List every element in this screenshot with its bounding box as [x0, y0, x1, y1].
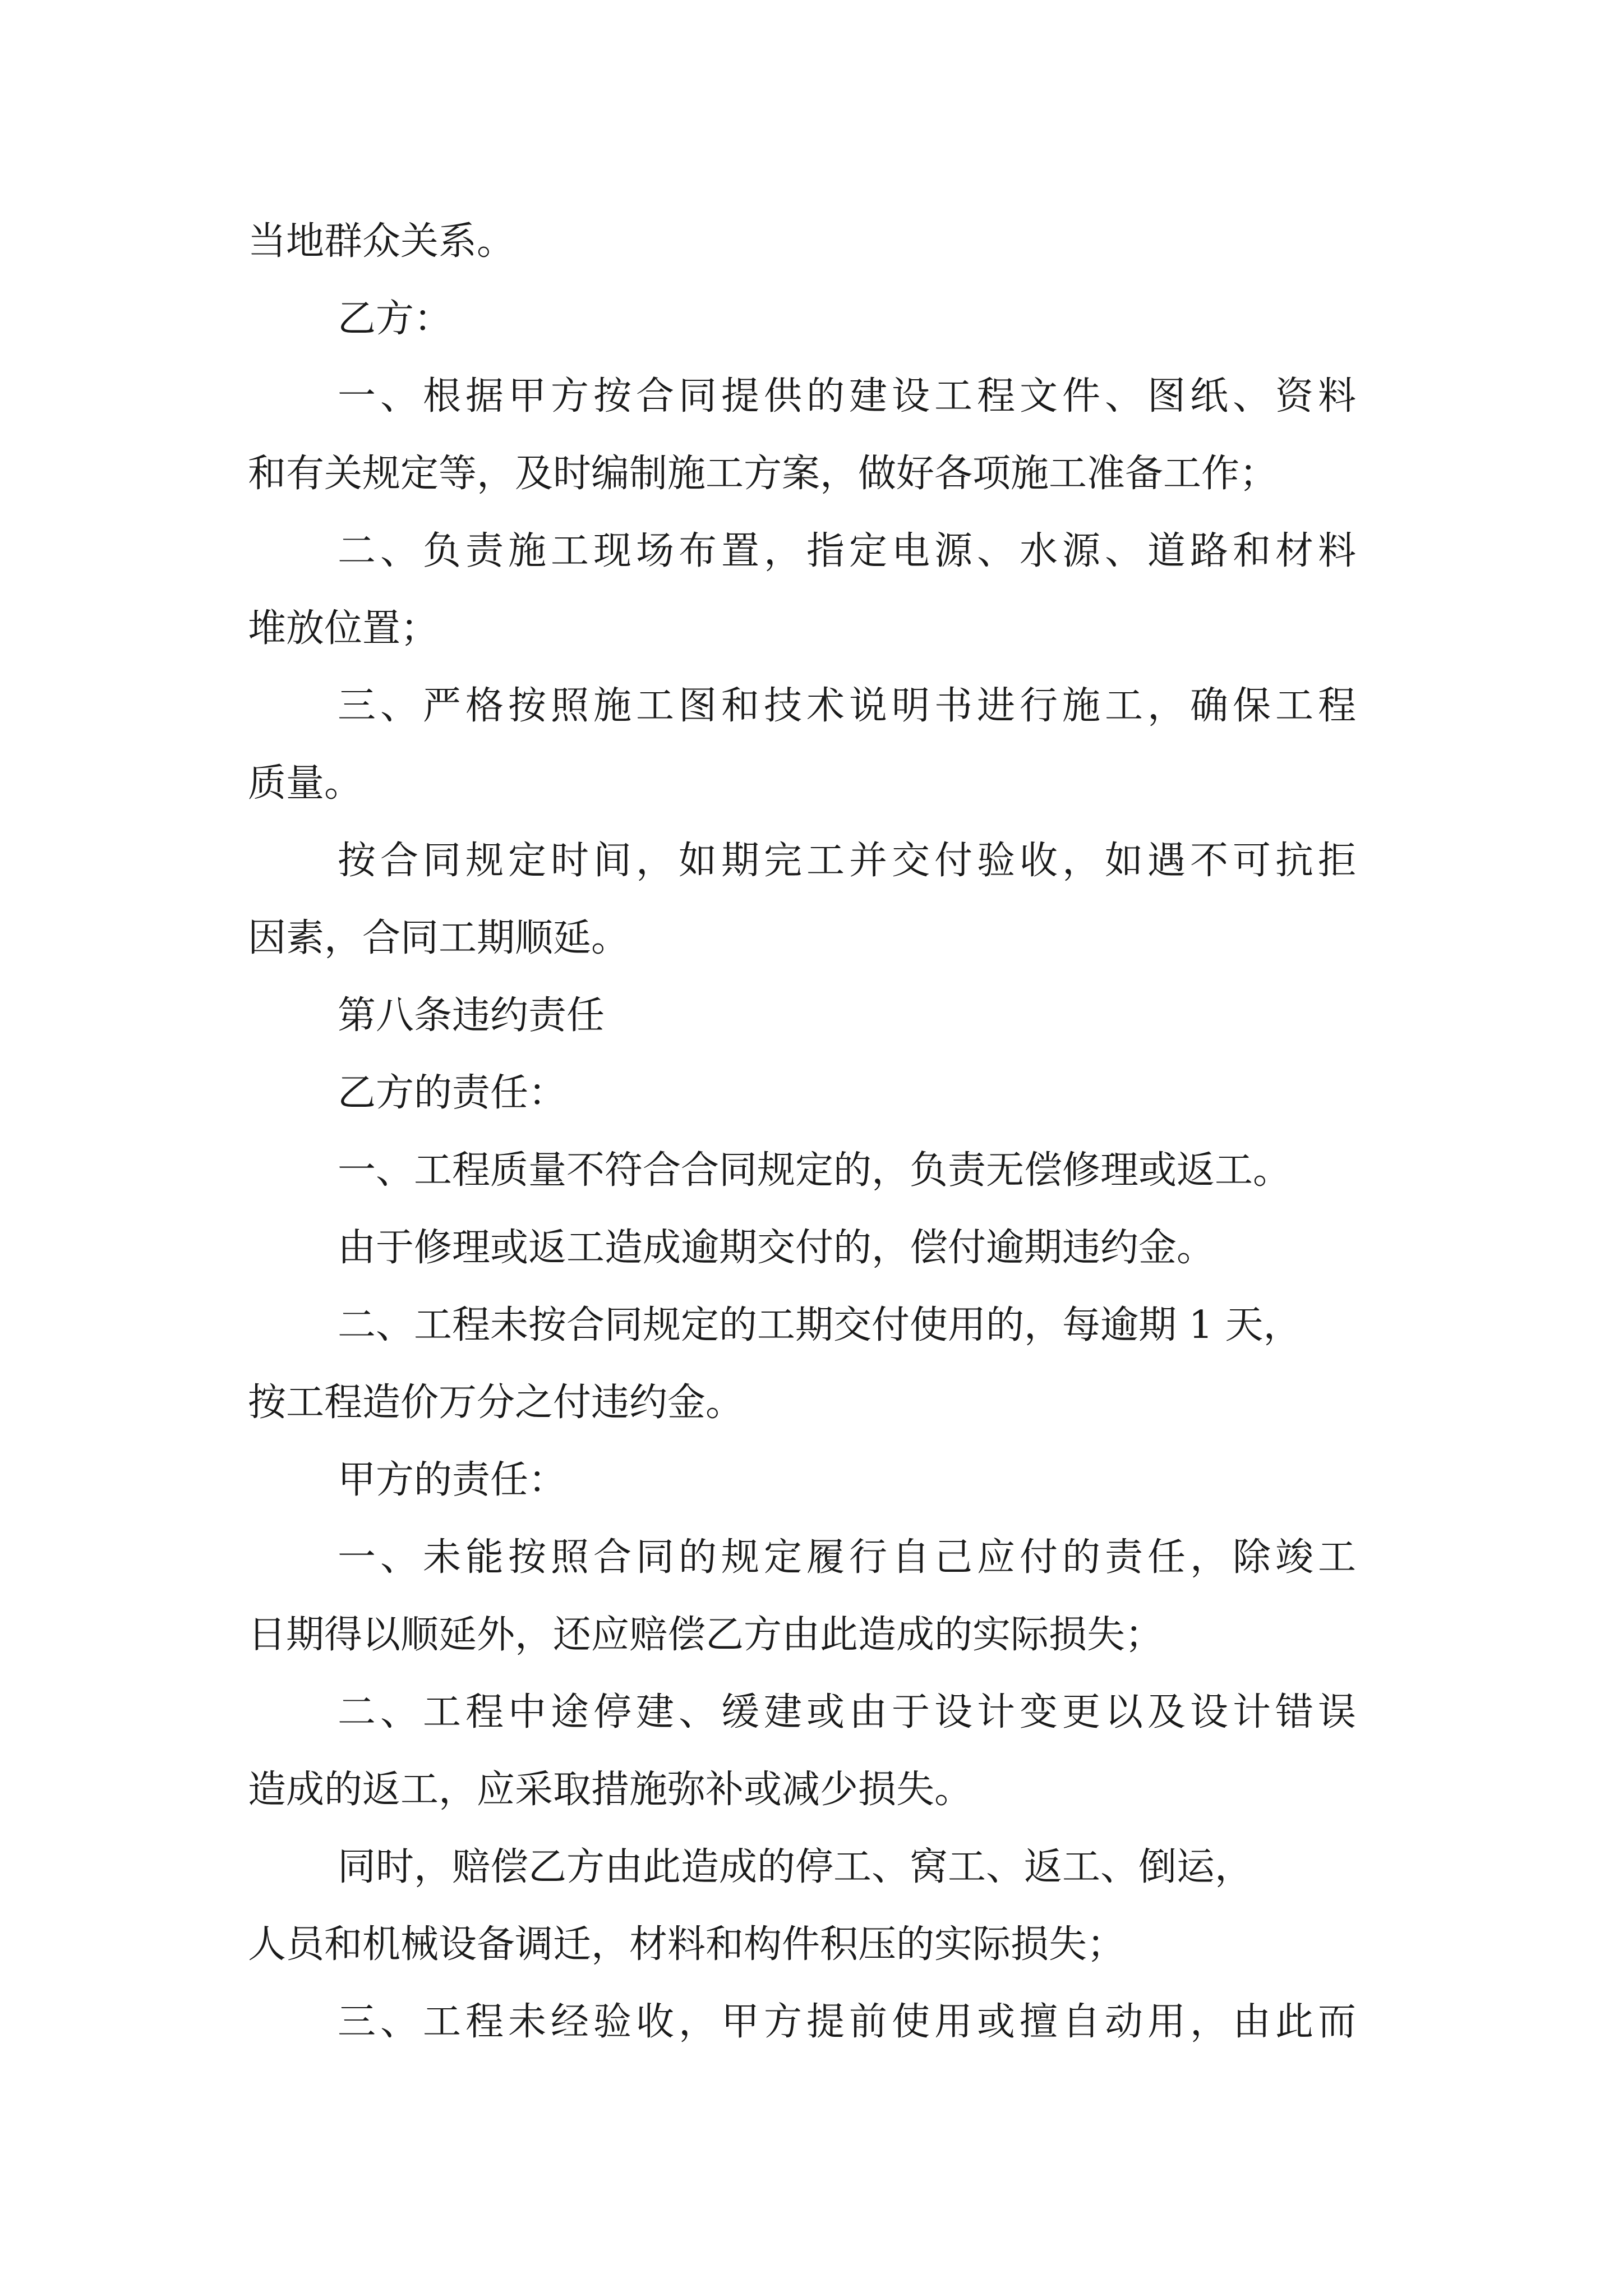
text-line: 二、负责施工现场布置，指定电源、水源、道路和材料 — [338, 529, 1361, 573]
text-line: 一、未能按照合同的规定履行自己应付的责任，除竣工 — [338, 1535, 1361, 1580]
text-line: 按工程造价万分之付违约金。 — [248, 1381, 744, 1425]
text-line: 由于修理或返工造成逾期交付的，偿付逾期违约金。 — [338, 1226, 1215, 1270]
text-line: 二、工程未按合同规定的工期交付使用的，每逾期 1 天， — [338, 1303, 1302, 1347]
text-line: 堆放位置； — [248, 606, 439, 651]
text-line: 甲方的责任： — [338, 1458, 567, 1502]
text-line: 按合同规定时间，如期完工并交付验收，如遇不可抗拒 — [338, 839, 1361, 883]
text-line: 同时，赔偿乙方由此造成的停工、窝工、返工、倒运， — [338, 1845, 1253, 1889]
text-line: 和有关规定等，及时编制施工方案，做好各项施工准备工作； — [248, 452, 1278, 496]
text-line: 造成的返工，应采取措施弥补或减少损失。 — [248, 1768, 973, 1812]
text-line: 人员和机械设备调迁，材料和构件积压的实际损失； — [248, 1922, 1126, 1967]
section-heading: 第八条违约责任 — [338, 993, 605, 1038]
contract-text — [248, 0, 1386, 2296]
text-line: 当地群众关系。 — [248, 219, 515, 264]
text-line: 一、根据甲方按合同提供的建设工程文件、图纸、资料 — [338, 374, 1361, 418]
text-line: 二、工程中途停建、缓建或由于设计变更以及设计错误 — [338, 1690, 1361, 1734]
text-line: 质量。 — [248, 761, 363, 806]
text-line: 一、工程质量不符合合同规定的，负责无偿修理或返工。 — [338, 1148, 1292, 1193]
text-line: 乙方： — [338, 297, 453, 341]
text-line: 因素，合同工期顺延。 — [248, 916, 630, 960]
text-line: 三、工程未经验收，甲方提前使用或擅自动用，由此而 — [338, 2000, 1361, 2044]
text-line: 乙方的责任： — [338, 1071, 567, 1115]
text-line: 三、严格按照施工图和技术说明书进行施工，确保工程 — [338, 684, 1361, 728]
text-line: 日期得以顺延外，还应赔偿乙方由此造成的实际损失； — [248, 1613, 1164, 1657]
